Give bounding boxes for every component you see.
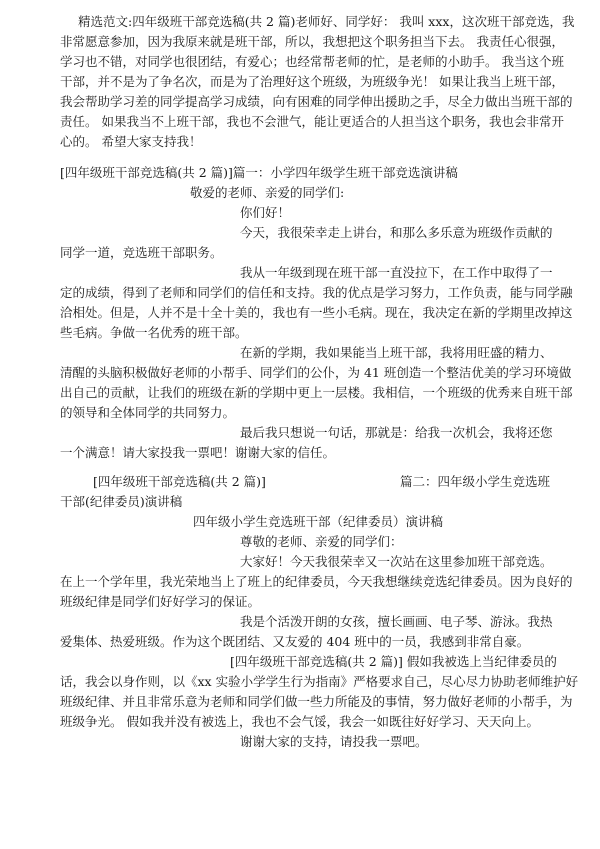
section-heading: 篇二：四年级小学生竞选班 [400, 474, 551, 489]
text-line: 班级争光。 假如我并没有被选上，我也不会气馁，我会一如既往好好学习、天天向上。 [60, 714, 539, 729]
text-line: 爱集体、热爱班级。作为这个既团结、又友爱的 404 班中的一员，我感到非常自豪。 [60, 634, 530, 649]
text-line: 今天，我很荣幸走上讲台，和那么多乐意为班级作贡献的 [240, 225, 553, 240]
text-line: 最后我只想说一句话，那就是：给我一次机会，我将还您 [240, 425, 553, 440]
section-heading: [四年级班干部竞选稿(共 2 篇)] [93, 474, 266, 489]
section-heading: [四年级班干部竞选稿(共 2 篇)]篇一：小学四年级学生班干部竞选演讲稿 [60, 165, 458, 180]
text-line: 学习也不错，对同学也很团结，有爱心；也经常帮老师的忙，是老师的小助手。 我当这个班 [60, 54, 564, 69]
speech-title: 四年级小学生竞选班干部（纪律委员）演讲稿 [193, 514, 444, 529]
text-line: 出自己的贡献，让我们的班级在新的学期中更上一层楼。我相信，一个班级的优秀来自班干部 [60, 385, 573, 400]
text-line: 我从一年级到现在班干部一直没拉下，在工作中取得了一 [240, 265, 553, 280]
text-line: 洽相处。但是，人并不是十全十美的，我也有一些小毛病。现在，我决定在新的学期里改掉这 [60, 305, 573, 320]
text-line: 我是个活泼开朗的女孩，擅长画画、电子琴、游泳。我热 [240, 614, 553, 629]
text-line: 班级纪律、并且非常乐意为老师和同学们做一些力所能及的事情，努力做好老师的小帮手，为 [60, 694, 573, 709]
salutation: 敬爱的老师、亲爱的同学们: [190, 185, 345, 200]
text-line: 精选范文:四年级班干部竞选稿(共 2 篇)老师好、同学好： 我叫 xxx，这次班干部竞选，我 [78, 14, 575, 29]
text-line: 心的。 希望大家支持我！ [60, 134, 202, 149]
text-line: 干部，并不是为了争名次，而是为了治理好这个班级，为班级争光！ 如果让我当上班干部， [60, 74, 564, 89]
text-line: 的领导和全体同学的共同努力。 [60, 405, 236, 420]
text-line: 在新的学期，我如果能当上班干部，我将用旺盛的精力、 [240, 345, 553, 360]
text-line: 同学一道，竞选班干部职务。 [60, 245, 223, 260]
closing-line: 谢谢大家的支持，请投我一票吧。 [240, 734, 428, 749]
text-line: 一个满意！请大家投我一票吧！谢谢大家的信任。 [60, 445, 336, 460]
text-line: 非常愿意参加，因为我原来就是班干部，所以，我想把这个职务担当下去。 我责任心很强， [60, 34, 564, 49]
text-line: 些毛病。争做一名优秀的班干部。 [60, 325, 248, 340]
greeting: 你们好！ [240, 205, 291, 220]
text-line: 清醒的头脑积极做好老师的小帮手、同学们的公仆，为 41 班创造一个整洁优美的学习环境做 [60, 365, 572, 380]
section-heading: 干部(纪律委员)演讲稿 [60, 494, 183, 509]
text-line: 我会帮助学习差的同学提高学习成绩，向有困难的同学伸出援助之手，尽全力做出当班干部的 [60, 94, 573, 109]
text-line: 定的成绩，得到了老师和同学们的信任和支持。我的优点是学习努力，工作负责，能与同学融 [60, 285, 573, 300]
text-line: 大家好！今天我很荣幸又一次站在这里参加班干部竞选。 [240, 554, 553, 569]
text-line: 责任。 如果我当不上班干部，我也不会泄气，能让更适合的人担当这个职务，我也会非常开 [60, 114, 564, 129]
text-line: 在上一个学年里，我光荣地当上了班上的纪律委员，今天我想继续竞选纪律委员。因为良好的 [60, 574, 573, 589]
text-line: 班级纪律是同学们好好学习的保证。 [60, 594, 261, 609]
salutation: 尊敬的老师、亲爱的同学们： [240, 534, 403, 549]
text-line: 话，我会以身作则，以《xx 实验小学学生行为指南》严格要求自己，尽心尽力协助老师维护好 [60, 674, 579, 689]
text-line: [四年级班干部竞选稿(共 2 篇)] 假如我被选上当纪律委员的 [230, 654, 557, 669]
